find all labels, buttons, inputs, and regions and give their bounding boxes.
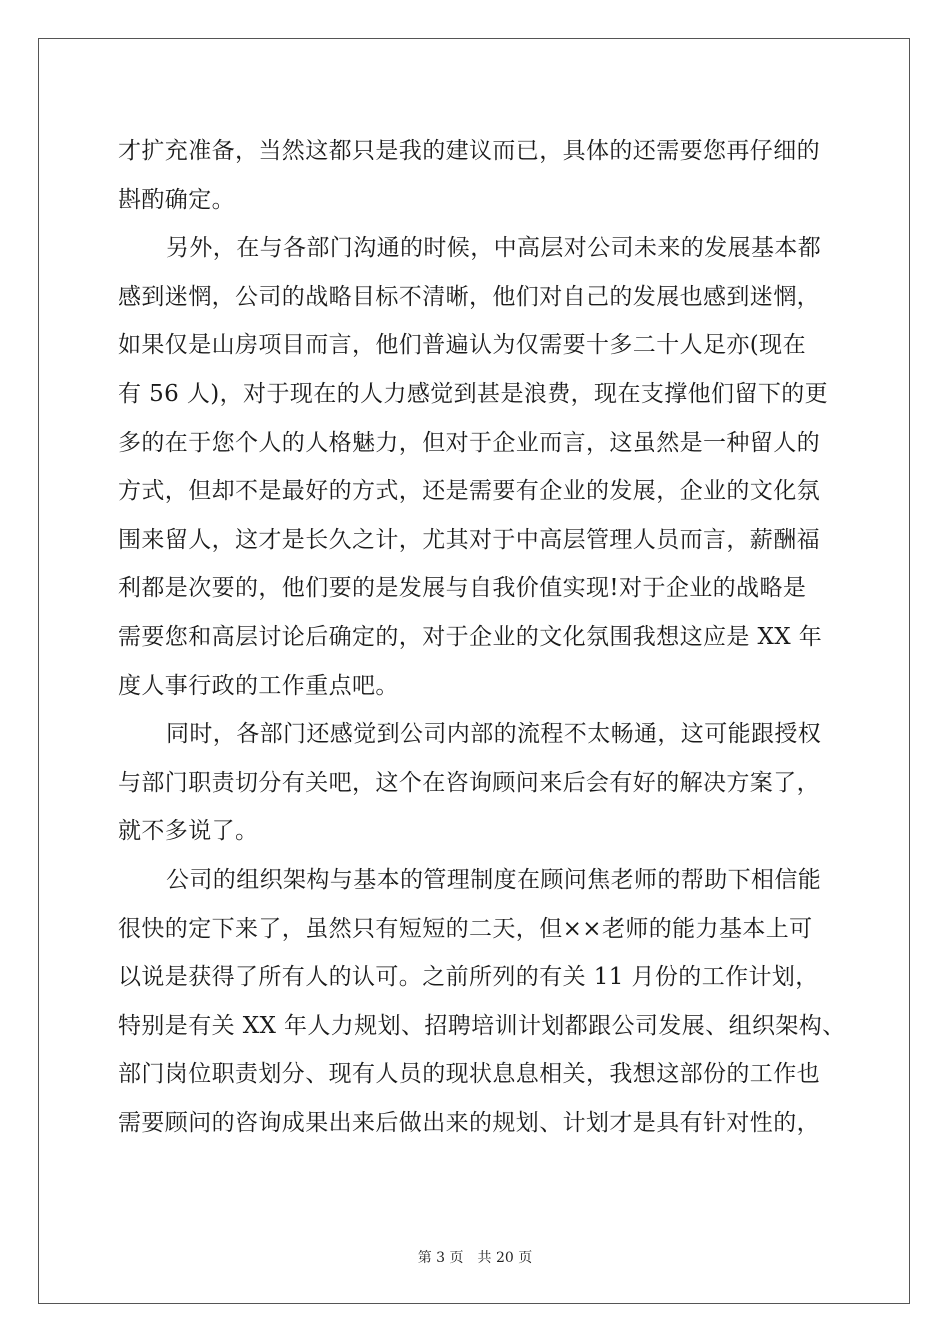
- text-line: 围来留人，这才是长久之计，尤其对于中高层管理人员而言，薪酬福: [118, 526, 820, 553]
- text-line: 特别是有关 XX 年人力规划、招聘培训计划都跟公司发展、组织架构、: [118, 1012, 846, 1039]
- text-line: 感到迷惘，公司的战略目标不清晰，他们对自己的发展也感到迷惘，: [118, 283, 820, 310]
- document-body: [118, 127, 846, 1147]
- page-number-footer: 第 3 页 共 20 页: [417, 1250, 533, 1266]
- text-line: 以说是获得了所有人的认可。之前所列的有关 11 月份的工作计划，: [118, 964, 819, 991]
- text-line: 公司的组织架构与基本的管理制度在顾问焦老师的帮助下相信能: [166, 866, 822, 893]
- text-line: 同时，各部门还感觉到公司内部的流程不太畅通，这可能跟授权: [166, 721, 822, 748]
- text-line: 才扩充准备，当然这都只是我的建议而已，具体的还需要您再仔细的: [118, 138, 820, 164]
- text-line: 方式，但却不是最好的方式，还是需要有企业的发展，企业的文化氛: [118, 478, 820, 505]
- text-line: 很快的定下来了，虽然只有短短的二天，但××老师的能力基本上可: [118, 915, 813, 942]
- text-line: 斟酌确定。: [118, 186, 235, 213]
- text-line: 另外，在与各部门沟通的时候，中高层对公司未来的发展基本都: [166, 235, 822, 262]
- text-line: 有 56 人)，对于现在的人力感觉到甚是浪费，现在支撑他们留下的更: [118, 380, 829, 407]
- text-line: 就不多说了。: [118, 818, 259, 845]
- text-line: 多的在于您个人的人格魅力，但对于企业而言，这虽然是一种留人的: [118, 429, 820, 456]
- text-line: 需要顾问的咨询成果出来后做出来的规划、计划才是具有针对性的，: [118, 1109, 820, 1136]
- text-line: 如果仅是山房项目而言，他们普遍认为仅需要十多二十人足亦(现在: [118, 332, 806, 359]
- text-line: 部门岗位职责划分、现有人员的现状息息相关，我想这部份的工作也: [118, 1061, 820, 1088]
- text-line: 度人事行政的工作重点吧。: [118, 672, 399, 699]
- text-line: 需要您和高层讨论后确定的，对于企业的文化氛围我想这应是 XX 年: [118, 623, 823, 650]
- text-line: 与部门职责切分有关吧，这个在咨询顾问来后会有好的解决方案了，: [118, 769, 820, 796]
- text-line: 利都是次要的，他们要的是发展与自我价值实现!对于企业的战略是: [118, 575, 807, 602]
